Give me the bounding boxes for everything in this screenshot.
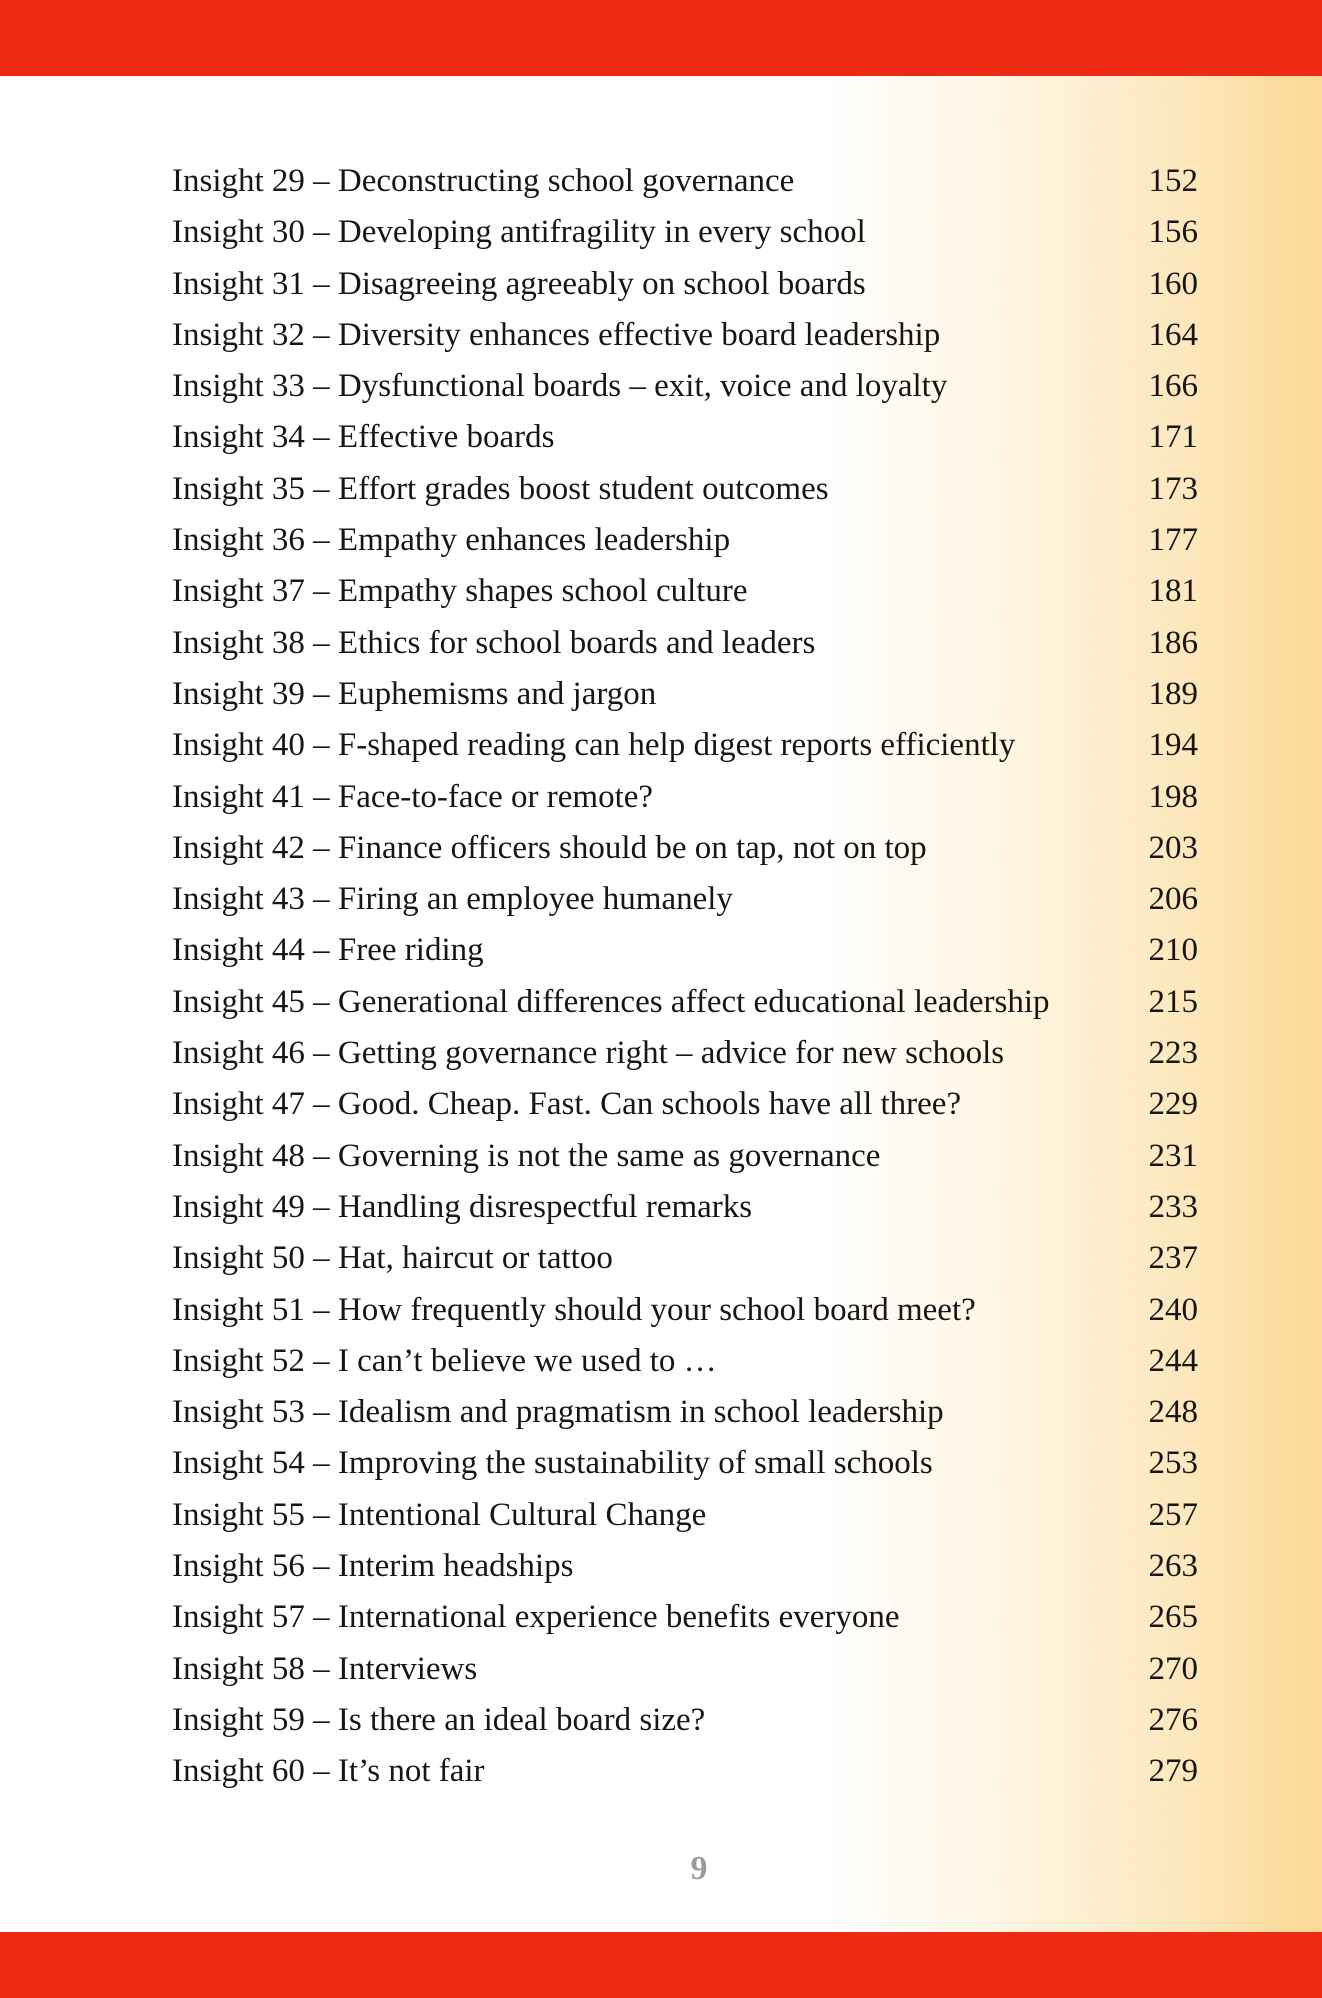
toc-entry[interactable] (172, 566, 1198, 617)
toc-entry-page-number: 276 (1148, 1701, 1198, 1738)
bottom-red-band (0, 1932, 1322, 1998)
toc-entry-title: Insight 35 – Effort grades boost student outcomes (172, 470, 829, 507)
toc-entry-page-number: 263 (1148, 1548, 1198, 1585)
toc-entry-page-number: 177 (1148, 522, 1198, 559)
toc-entry-title: Insight 42 – Finance officers should be on tap, not on top (172, 829, 927, 866)
toc-entry-title: Insight 38 – Ethics for school boards and leaders (172, 624, 816, 661)
toc-entry[interactable] (172, 1387, 1198, 1438)
toc-entry[interactable] (172, 1336, 1198, 1387)
toc-entry[interactable] (172, 1695, 1198, 1746)
toc-entry-title: Insight 47 – Good. Cheap. Fast. Can schools have all three? (172, 1086, 962, 1123)
toc-entry-title: Insight 59 – Is there an ideal board size? (172, 1701, 706, 1738)
page-number: 9 (690, 1850, 708, 1887)
toc-entry-title: Insight 37 – Empathy shapes school culture (172, 573, 748, 610)
toc-entry-title: Insight 51 – How frequently should your school board meet? (172, 1291, 976, 1328)
toc-entry-title: Insight 44 – Free riding (172, 932, 484, 969)
toc-entry-title: Insight 49 – Handling disrespectful remarks (172, 1188, 753, 1225)
toc-entry-title: Insight 60 – It’s not fair (172, 1753, 485, 1790)
toc-entry-title: Insight 34 – Effective boards (172, 419, 555, 456)
toc-entry[interactable] (172, 464, 1198, 515)
toc-entry-page-number: 198 (1148, 778, 1198, 815)
toc-entry-page-number: 152 (1148, 163, 1198, 199)
toc-entry[interactable] (172, 1028, 1198, 1079)
toc-entry-page-number: 265 (1148, 1599, 1198, 1636)
toc-entry[interactable] (172, 977, 1198, 1028)
toc-entry-title: Insight 56 – Interim headships (172, 1548, 574, 1585)
toc-entry[interactable] (172, 1490, 1198, 1541)
toc-entry-page-number: 279 (1148, 1753, 1198, 1790)
toc-entry-title: Insight 43 – Firing an employee humanely (172, 881, 733, 918)
toc-entry[interactable] (172, 259, 1198, 310)
toc-entry-page-number: 210 (1148, 932, 1198, 969)
toc-entry-title: Insight 48 – Governing is not the same as governance (172, 1137, 881, 1174)
toc-entry-page-number: 253 (1148, 1445, 1198, 1482)
toc-entry-title: Insight 31 – Disagreeing agreeably on school boards (172, 265, 866, 302)
toc-entry-page-number: 240 (1148, 1291, 1198, 1328)
toc-entry-page-number: 244 (1148, 1342, 1198, 1379)
toc-entry-page-number: 160 (1148, 265, 1198, 302)
toc-entry[interactable] (172, 1182, 1198, 1233)
table-of-contents (172, 156, 1198, 1798)
toc-entry-page-number: 248 (1148, 1394, 1198, 1431)
toc-entry-page-number: 189 (1148, 675, 1198, 712)
toc-entry-page-number: 186 (1148, 624, 1198, 661)
toc-entry[interactable] (172, 1746, 1198, 1797)
toc-entry[interactable] (172, 1644, 1198, 1695)
toc-entry-page-number: 233 (1148, 1188, 1198, 1225)
toc-entry-title: Insight 30 – Developing antifragility in every school (172, 214, 866, 251)
toc-entry[interactable] (172, 1438, 1198, 1489)
toc-entry[interactable] (172, 1541, 1198, 1592)
toc-entry-page-number: 164 (1148, 316, 1198, 353)
toc-entry[interactable] (172, 669, 1198, 720)
toc-entry-title: Insight 46 – Getting governance right – advice for new schools (172, 1035, 1005, 1072)
toc-entry[interactable] (172, 772, 1198, 823)
toc-entry-title: Insight 33 – Dysfunctional boards – exit, voice and loyalty (172, 368, 948, 405)
toc-entry-title: Insight 52 – I can’t believe we used to … (172, 1342, 717, 1379)
toc-entry[interactable] (172, 207, 1198, 258)
toc-entry-title: Insight 58 – Interviews (172, 1650, 478, 1687)
top-red-band (0, 0, 1322, 76)
toc-entry[interactable] (172, 925, 1198, 976)
toc-entry-page-number: 257 (1148, 1496, 1198, 1533)
toc-entry-page-number: 156 (1148, 214, 1198, 251)
toc-entry[interactable] (172, 156, 1198, 207)
toc-entry-page-number: 206 (1148, 881, 1198, 918)
toc-entry-title: Insight 50 – Hat, haircut or tattoo (172, 1240, 613, 1277)
toc-entry-page-number: 166 (1148, 368, 1198, 405)
toc-entry-title: Insight 45 – Generational differences affect educational leadership (172, 983, 1050, 1020)
toc-entry-page-number: 237 (1148, 1240, 1198, 1277)
toc-entry-title: Insight 57 – International experience benefits everyone (172, 1599, 900, 1636)
toc-entry[interactable] (172, 1285, 1198, 1336)
toc-entry-page-number: 173 (1148, 470, 1198, 507)
toc-entry-title: Insight 39 – Euphemisms and jargon (172, 675, 657, 712)
toc-entry[interactable] (172, 823, 1198, 874)
toc-entry[interactable] (172, 874, 1198, 925)
toc-entry-title: Insight 36 – Empathy enhances leadership (172, 522, 731, 559)
toc-entry-page-number: 171 (1148, 419, 1198, 456)
toc-entry[interactable] (172, 720, 1198, 771)
toc-entry[interactable] (172, 361, 1198, 412)
toc-entry-title: Insight 54 – Improving the sustainability of small schools (172, 1445, 933, 1482)
toc-entry-page-number: 231 (1148, 1137, 1198, 1174)
toc-entry[interactable] (172, 618, 1198, 669)
toc-entry[interactable] (172, 1131, 1198, 1182)
toc-entry-page-number: 203 (1148, 829, 1198, 866)
toc-entry[interactable] (172, 310, 1198, 361)
toc-entry-page-number: 181 (1148, 573, 1198, 610)
toc-entry-title: Insight 32 – Diversity enhances effective board leadership (172, 316, 941, 353)
toc-entry[interactable] (172, 1079, 1198, 1130)
toc-entry-page-number: 223 (1148, 1035, 1198, 1072)
toc-entry[interactable] (172, 1592, 1198, 1643)
toc-entry-title: Insight 29 – Deconstructing school governance (172, 163, 795, 199)
toc-entry-page-number: 229 (1148, 1086, 1198, 1123)
toc-entry[interactable] (172, 1233, 1198, 1284)
toc-entry-page-number: 215 (1148, 983, 1198, 1020)
toc-entry-title: Insight 41 – Face-to-face or remote? (172, 778, 654, 815)
toc-entry-title: Insight 55 – Intentional Cultural Change (172, 1496, 707, 1533)
toc-entry-page-number: 270 (1148, 1650, 1198, 1687)
toc-entry-title: Insight 40 – F-shaped reading can help digest reports efficiently (172, 727, 1016, 764)
toc-entry-title: Insight 53 – Idealism and pragmatism in school leadership (172, 1394, 944, 1431)
toc-entry[interactable] (172, 515, 1198, 566)
toc-entry-page-number: 194 (1148, 727, 1198, 764)
toc-entry[interactable] (172, 412, 1198, 463)
